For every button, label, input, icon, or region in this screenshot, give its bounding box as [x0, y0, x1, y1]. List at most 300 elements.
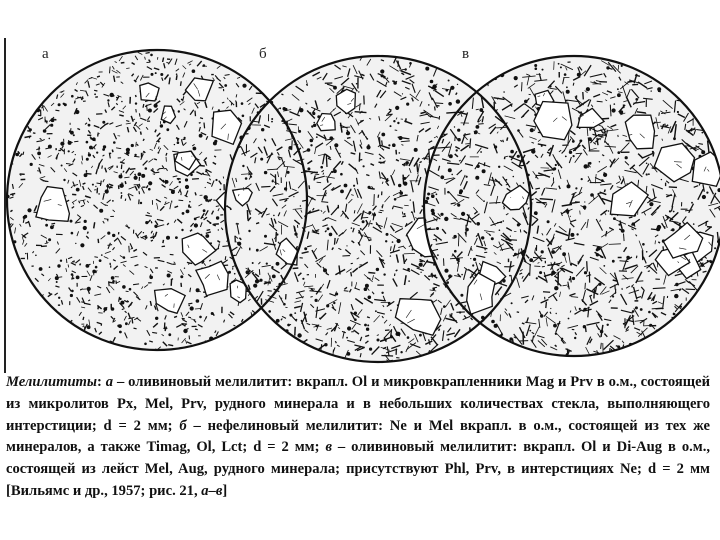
ore-grain — [447, 339, 449, 341]
microlite — [195, 192, 196, 195]
ore-grain — [517, 155, 520, 158]
ore-grain — [398, 184, 401, 187]
ore-grain — [43, 129, 47, 133]
ore-grain — [242, 165, 244, 167]
ore-grain — [242, 84, 246, 88]
microlite — [151, 221, 152, 223]
microlite — [653, 154, 654, 157]
ore-grain — [219, 189, 221, 191]
ore-grain — [396, 332, 400, 336]
ore-grain — [158, 152, 160, 154]
ore-grain — [70, 294, 73, 297]
ore-grain — [335, 293, 338, 296]
ore-grain — [110, 153, 112, 155]
ore-grain — [129, 288, 132, 291]
ore-grain — [196, 288, 200, 292]
ore-grain — [454, 126, 455, 127]
ore-grain — [397, 122, 399, 124]
ore-grain — [568, 318, 570, 320]
ore-grain — [333, 302, 335, 304]
ore-grain — [399, 152, 401, 154]
ore-grain — [46, 120, 48, 122]
microlite — [478, 124, 484, 125]
ore-grain — [567, 286, 569, 288]
ore-grain — [480, 151, 482, 153]
ore-grain — [419, 334, 422, 337]
ore-grain — [311, 125, 313, 127]
ore-grain — [188, 305, 190, 307]
ore-grain — [113, 141, 116, 144]
microlite — [163, 58, 164, 63]
ore-grain — [631, 286, 633, 288]
microlite — [426, 229, 436, 230]
ore-grain — [235, 100, 236, 101]
microlite — [110, 67, 111, 74]
microlite — [659, 112, 660, 115]
microlite — [12, 193, 13, 196]
ore-grain — [70, 131, 74, 135]
microlite — [94, 90, 97, 91]
ore-grain — [339, 153, 340, 154]
ore-grain — [329, 136, 333, 140]
ore-grain — [599, 161, 600, 162]
ore-grain — [264, 171, 267, 174]
microlite — [47, 241, 48, 244]
microlite — [293, 268, 299, 269]
ore-grain — [88, 153, 91, 156]
ore-grain — [560, 66, 562, 68]
ore-grain — [313, 124, 316, 127]
ore-grain — [701, 264, 704, 267]
microlite — [507, 137, 508, 140]
microlite — [546, 302, 547, 308]
microlite — [403, 216, 407, 217]
microlite — [200, 166, 205, 167]
ore-grain — [388, 144, 390, 146]
caption-panel-ref-v: в — [325, 439, 332, 456]
ore-grain — [83, 226, 87, 230]
ore-grain — [408, 280, 410, 282]
ore-grain — [652, 151, 654, 153]
ore-grain — [84, 220, 87, 223]
ore-grain — [503, 220, 505, 222]
ore-grain — [266, 263, 268, 265]
ore-grain — [138, 172, 142, 176]
ore-grain — [294, 312, 296, 314]
ore-grain — [583, 325, 586, 328]
ore-grain — [390, 310, 392, 312]
ore-grain — [300, 205, 301, 206]
ore-grain — [354, 318, 357, 321]
ore-grain — [376, 268, 379, 271]
ore-grain — [399, 136, 403, 140]
ore-grain — [509, 275, 511, 277]
ore-grain — [105, 189, 109, 193]
ore-grain — [134, 176, 138, 180]
ore-grain — [248, 230, 250, 232]
microlite — [420, 261, 423, 262]
microlite — [139, 184, 140, 187]
microlite — [188, 207, 191, 208]
ore-grain — [111, 276, 115, 280]
ore-grain — [552, 173, 553, 174]
microlite — [503, 140, 504, 142]
ore-grain — [73, 134, 75, 136]
ore-grain — [648, 311, 651, 314]
ore-grain — [316, 136, 318, 138]
ore-grain — [400, 351, 402, 353]
ore-grain — [576, 233, 578, 235]
ore-grain — [614, 103, 616, 105]
ore-grain — [606, 66, 609, 69]
ore-grain — [350, 189, 352, 191]
ore-grain — [603, 265, 605, 267]
microlite — [402, 212, 403, 215]
ore-grain — [148, 109, 152, 113]
ore-grain — [657, 87, 661, 91]
ore-grain — [541, 250, 544, 253]
microlite — [136, 142, 137, 147]
ore-grain — [260, 158, 263, 161]
ore-grain — [334, 143, 338, 147]
ore-grain — [617, 88, 619, 90]
ore-grain — [517, 129, 520, 132]
microlite — [182, 318, 185, 319]
ore-grain — [293, 196, 294, 197]
ore-grain — [440, 213, 443, 216]
ore-grain — [430, 80, 434, 84]
microlite — [98, 239, 99, 243]
ore-grain — [176, 73, 178, 75]
microlite — [205, 161, 206, 164]
ore-grain — [625, 156, 628, 159]
microlite — [139, 191, 140, 194]
ore-grain — [272, 275, 276, 279]
microlite — [620, 261, 629, 262]
microlite — [104, 219, 109, 220]
ore-grain — [440, 175, 444, 179]
ore-grain — [617, 151, 620, 154]
ore-grain — [179, 181, 181, 183]
ore-grain — [99, 259, 102, 262]
ore-grain — [51, 118, 55, 122]
microlite — [202, 217, 204, 218]
ore-grain — [53, 225, 54, 226]
ore-grain — [166, 128, 169, 131]
microlite — [570, 311, 571, 313]
ore-grain — [75, 243, 76, 244]
ore-grain — [657, 207, 659, 209]
ore-grain — [476, 125, 480, 129]
microlite — [37, 171, 40, 172]
ore-grain — [324, 343, 327, 346]
microlite — [66, 259, 67, 263]
microlite — [658, 242, 660, 243]
ore-grain — [276, 262, 280, 266]
ore-grain — [405, 68, 407, 70]
ore-grain — [646, 163, 648, 165]
ore-grain — [494, 145, 497, 148]
ore-grain — [312, 112, 315, 115]
caption-panel-ref-a: а — [105, 374, 114, 390]
microlite — [604, 189, 605, 192]
ore-grain — [454, 250, 457, 253]
ore-grain — [75, 154, 76, 155]
ore-grain — [617, 93, 621, 97]
ore-grain — [494, 324, 498, 328]
ore-grain — [392, 143, 396, 147]
microlite — [143, 104, 144, 108]
microlite — [355, 112, 367, 113]
caption-part: – оливиновый мелилитит: вкрапл. Ol и микровкрапленники Mag и Prv в о.м., состоящей из микролитов Px, Mel, Prv, рудного минерала и в небольших количествах стекла, выполняющего интерстиции; d = 2 мм; — [6, 374, 710, 434]
microlite — [71, 320, 73, 321]
ore-grain — [379, 158, 381, 160]
ore-grain — [98, 193, 100, 195]
ore-grain — [573, 155, 575, 157]
ore-grain — [160, 124, 163, 127]
ore-grain — [613, 217, 616, 220]
ore-grain — [307, 148, 311, 152]
ore-grain — [693, 223, 695, 225]
ore-grain — [561, 338, 563, 340]
microlite — [51, 223, 55, 224]
microlite — [396, 270, 398, 271]
microlite — [94, 257, 98, 258]
ore-grain — [190, 306, 194, 310]
ore-grain — [71, 95, 74, 98]
ore-grain — [403, 182, 407, 186]
ore-grain — [323, 268, 327, 272]
ore-grain — [71, 290, 74, 293]
microlite — [309, 185, 310, 189]
ore-grain — [160, 73, 163, 76]
microlite — [223, 177, 224, 179]
ore-grain — [444, 269, 448, 273]
microlite — [565, 100, 567, 101]
ore-grain — [390, 335, 393, 338]
microlite — [188, 317, 191, 318]
ore-grain — [186, 210, 190, 214]
microlite — [121, 63, 125, 64]
ore-grain — [135, 102, 137, 104]
ore-grain — [185, 178, 188, 181]
ore-grain — [155, 72, 157, 74]
ore-grain — [603, 173, 607, 177]
ore-grain — [612, 108, 616, 112]
ore-grain — [547, 220, 550, 223]
microlite — [192, 179, 199, 180]
ore-grain — [250, 176, 252, 178]
ore-grain — [368, 186, 371, 189]
ore-grain — [302, 278, 304, 280]
ore-grain — [510, 236, 511, 237]
microlite — [181, 193, 182, 195]
ore-grain — [284, 187, 287, 190]
ore-grain — [192, 69, 196, 73]
microlite — [121, 195, 122, 199]
microlite — [580, 211, 581, 215]
ore-grain — [327, 227, 330, 230]
ore-grain — [213, 141, 217, 145]
ore-grain — [188, 204, 190, 206]
ore-grain — [368, 296, 372, 300]
ore-grain — [635, 98, 638, 101]
ore-grain — [459, 189, 463, 193]
ore-grain — [316, 325, 319, 328]
ore-grain — [470, 258, 471, 259]
microlite — [143, 139, 144, 141]
ore-grain — [298, 130, 301, 133]
ore-grain — [436, 193, 438, 195]
ore-grain — [444, 134, 446, 136]
ore-grain — [294, 233, 297, 236]
ore-grain — [523, 103, 525, 105]
ore-grain — [530, 128, 534, 132]
microlite — [379, 212, 383, 213]
panel-label-a: а — [42, 46, 49, 62]
microlite — [686, 289, 696, 290]
ore-grain — [664, 226, 666, 228]
ore-grain — [646, 251, 648, 253]
ore-grain — [299, 108, 303, 112]
ore-grain — [119, 175, 123, 179]
ore-grain — [203, 64, 206, 67]
microlite — [530, 264, 531, 276]
microlite — [435, 103, 443, 104]
ore-grain — [326, 304, 329, 307]
microlite — [83, 183, 86, 184]
microlite — [146, 53, 150, 54]
microlite — [374, 194, 375, 205]
microlite — [368, 273, 375, 274]
ore-grain — [107, 99, 109, 101]
ore-grain — [184, 268, 185, 269]
ore-grain — [640, 308, 643, 311]
microlite — [542, 266, 545, 267]
ore-grain — [529, 258, 533, 262]
ore-grain — [346, 337, 348, 339]
ore-grain — [48, 238, 51, 241]
ore-grain — [632, 310, 635, 313]
ore-grain — [451, 174, 453, 176]
ore-grain — [456, 149, 458, 151]
ore-grain — [529, 330, 531, 332]
ore-grain — [601, 179, 604, 182]
ore-grain — [453, 235, 456, 238]
microlite — [653, 288, 666, 289]
ore-grain — [460, 294, 463, 297]
ore-grain — [284, 108, 287, 111]
ore-grain — [407, 336, 410, 339]
ore-grain — [596, 248, 599, 251]
ore-grain — [340, 190, 344, 194]
ore-grain — [541, 145, 543, 147]
ore-grain — [649, 324, 652, 327]
ore-grain — [707, 260, 709, 262]
ore-grain — [94, 93, 96, 95]
microlite — [126, 121, 129, 122]
caption-part: : — [97, 374, 106, 390]
microlite — [382, 140, 383, 145]
microlite — [23, 152, 24, 155]
ore-grain — [673, 137, 676, 140]
ore-grain — [679, 223, 681, 225]
ore-grain — [457, 138, 460, 141]
ore-grain — [381, 133, 385, 137]
microlite — [132, 318, 133, 324]
ore-grain — [396, 81, 397, 82]
ore-grain — [356, 83, 358, 85]
ore-grain — [596, 253, 599, 256]
microlite — [81, 302, 84, 303]
ore-grain — [253, 284, 257, 288]
ore-grain — [448, 168, 452, 172]
ore-grain — [154, 104, 158, 108]
ore-grain — [564, 73, 567, 76]
microlite — [147, 106, 148, 111]
ore-grain — [39, 267, 43, 271]
microlite — [195, 329, 198, 330]
microlite — [573, 83, 574, 86]
ore-grain — [166, 236, 170, 240]
ore-grain — [84, 173, 88, 177]
ore-grain — [331, 330, 333, 332]
microlite — [54, 119, 56, 120]
ore-grain — [535, 67, 538, 70]
ore-grain — [431, 194, 435, 198]
ore-grain — [255, 279, 259, 283]
ore-grain — [140, 202, 142, 204]
ore-grain — [75, 110, 79, 114]
microlite — [130, 169, 136, 170]
microlite — [379, 162, 385, 163]
ore-grain — [99, 209, 103, 213]
microlite — [153, 168, 154, 170]
ore-grain — [566, 86, 568, 88]
ore-grain — [565, 156, 567, 158]
ore-grain — [642, 243, 645, 246]
microlite — [216, 206, 219, 207]
microlite — [162, 246, 165, 247]
ore-grain — [256, 249, 259, 252]
ore-grain — [572, 277, 575, 280]
ore-grain — [553, 167, 556, 170]
ore-grain — [381, 292, 383, 294]
ore-grain — [691, 202, 693, 204]
microlite — [154, 172, 159, 173]
microlite — [648, 271, 650, 272]
ore-grain — [310, 139, 314, 143]
ore-grain — [475, 176, 479, 180]
microlite — [195, 309, 201, 310]
ore-grain — [579, 140, 582, 143]
ore-grain — [461, 274, 463, 276]
ore-grain — [474, 131, 477, 134]
ore-grain — [472, 264, 474, 266]
microlite — [23, 219, 24, 223]
microlite — [87, 232, 88, 234]
microlite — [317, 182, 322, 183]
ore-grain — [510, 150, 514, 154]
ore-grain — [289, 314, 292, 317]
ore-grain — [419, 263, 423, 267]
microlite — [367, 317, 370, 318]
ore-grain — [612, 295, 614, 297]
microlite — [404, 253, 415, 254]
ore-grain — [112, 280, 114, 282]
ore-grain — [669, 210, 671, 212]
microlite — [152, 332, 157, 333]
